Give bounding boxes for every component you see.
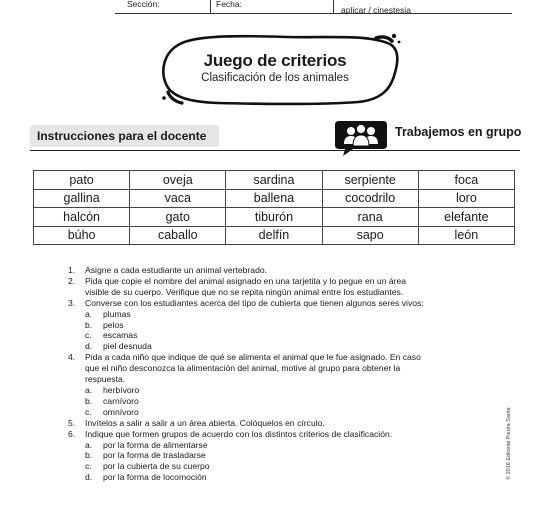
list-text: Pida a cada niño que indique de qué se alimenta el animal que le fue asignado. En caso [85, 352, 421, 363]
list-number: a. [85, 384, 93, 395]
sub-list-item [68, 461, 468, 472]
table-row [34, 208, 515, 227]
list-number: b. [85, 319, 93, 330]
list-number: 4. [68, 352, 76, 363]
table-cell: gato [130, 208, 226, 227]
header-rule [115, 13, 512, 14]
table-cell: sardina [226, 171, 322, 190]
list-text: por la forma de trasladarse [103, 450, 206, 461]
header-divider [333, 0, 334, 13]
table-cell: rana [322, 208, 418, 227]
list-item-continuation [68, 363, 468, 374]
list-number: 1. [68, 265, 76, 275]
instructions-heading: Instrucciones para el docente [37, 129, 207, 143]
group-work-icon [333, 117, 389, 157]
list-number: c. [85, 330, 92, 341]
list-number: b. [85, 450, 93, 461]
list-text: que el niño desconozca la alimentación del animal, motive al grupo para obtener la [85, 363, 401, 374]
skill-text: aplicar / cinestesia [341, 5, 411, 15]
list-text: carnívoro [103, 395, 139, 406]
sub-list-item [68, 385, 468, 396]
list-text: por la forma de locomoción [103, 472, 207, 483]
list-number: 6. [68, 428, 76, 439]
table-row [34, 226, 515, 245]
sub-list-item [68, 320, 468, 331]
table-cell: caballo [130, 226, 226, 245]
table-cell: foca [418, 171, 514, 190]
sub-list-item [68, 309, 468, 320]
table-cell: gallina [34, 189, 130, 208]
list-text: respuesta. [85, 374, 126, 385]
list-number: c. [85, 406, 92, 417]
list-text: piel desnuda [103, 341, 152, 352]
table-cell: tiburón [226, 208, 322, 227]
sub-list-item [68, 341, 468, 352]
copyright-text: © 2016 Editorial Piedra Santa [506, 407, 512, 480]
list-text: herbívoro [103, 384, 140, 395]
list-number: b. [85, 395, 93, 406]
sub-list-item [68, 450, 468, 461]
list-text: omnívoro [103, 406, 139, 417]
list-number: a. [85, 308, 93, 319]
page-subtitle: Clasificación de los animales [201, 72, 349, 84]
sub-list-item [68, 330, 468, 341]
list-number: d. [85, 472, 93, 483]
list-text: por la cubierta de su cuerpo [103, 461, 210, 472]
sub-list-item [68, 440, 468, 451]
list-text: Pida que copie el nombre del animal asignado en una tarjetita y lo pegue en un área [85, 275, 407, 286]
sub-list-item [68, 407, 468, 418]
header-divider [210, 0, 211, 13]
list-text: plumas [103, 308, 131, 319]
sub-list-item [68, 396, 468, 407]
list-item-continuation [68, 374, 468, 385]
table-cell: pato [34, 171, 130, 190]
table-cell: delfín [226, 226, 322, 245]
list-text: pelos [103, 319, 124, 330]
list-text: Asigne a cada estudiante un animal vertebrado. [85, 265, 268, 275]
list-text: visible de su cuerpo. Verifique que no se repita ningún animal entre los estudiantes. [85, 286, 404, 297]
table-cell: vaca [130, 189, 226, 208]
section-rule [30, 150, 520, 151]
list-text: Invítelos a salir a salir a un área abierta. Colóquelos en círculo. [85, 417, 325, 428]
list-number: d. [85, 341, 93, 352]
list-item [68, 298, 468, 309]
table-cell: elefante [418, 208, 514, 227]
sub-list-item [68, 472, 468, 483]
list-item [68, 418, 468, 429]
list-item [68, 352, 468, 363]
table-row [34, 189, 515, 208]
table-row [34, 171, 515, 190]
instructions-list [68, 265, 468, 483]
list-text: escamas [103, 330, 138, 341]
table-cell: halcón [34, 208, 130, 227]
list-item [68, 429, 468, 440]
table-cell: cocodrilo [322, 189, 418, 208]
list-number: 3. [68, 297, 76, 308]
table-cell: loro [418, 189, 514, 208]
group-work-label: Trabajemos en grupo [395, 125, 522, 139]
table-cell: león [418, 226, 514, 245]
list-item-continuation [68, 287, 468, 298]
table-cell: ballena [226, 189, 322, 208]
page-title: Juego de criterios [203, 51, 347, 70]
date-label: Fecha: [216, 0, 242, 9]
table-cell: serpiente [322, 171, 418, 190]
page-header [0, 0, 550, 16]
list-text: Indique que formen grupos de acuerdo con los distintos criterios de clasificación. [85, 428, 393, 439]
list-item [68, 276, 468, 287]
list-number: c. [85, 461, 92, 472]
list-text: Converse con los estudiantes acerca del tipo de cubierta que tienen algunos seres vivos: [85, 297, 424, 308]
table-cell: sapo [322, 226, 418, 245]
animals-table [33, 170, 515, 245]
table-cell: búho [34, 226, 130, 245]
list-item [68, 265, 468, 276]
section-label: Sección: [127, 0, 160, 9]
list-number: 2. [68, 275, 76, 286]
list-number: 5. [68, 417, 76, 428]
list-number: a. [85, 439, 93, 450]
table-cell: oveja [130, 171, 226, 190]
list-text: por la forma de alimentarse [103, 439, 208, 450]
